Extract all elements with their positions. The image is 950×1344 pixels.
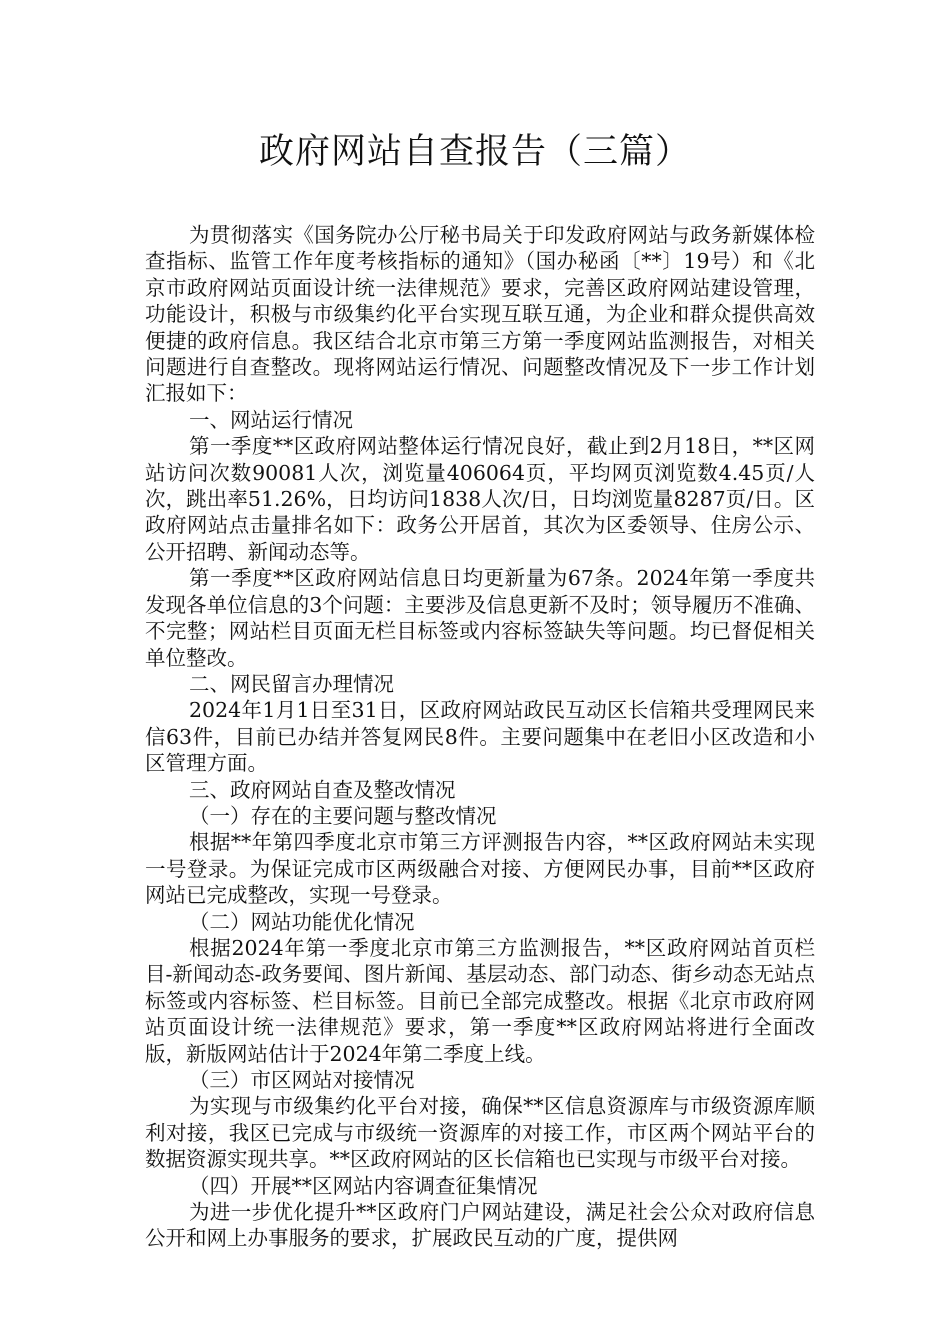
subsection-3-paragraph: 为实现与市级集约化平台对接，确保**区信息资源库与市级资源库顺利对接，我区已完成与市级统一资源库的对接工作，市区两个网站平台的数据资源实现共享。**区政府网站的区长信箱也已实现与市级平台对接。: [145, 1094, 815, 1172]
section-heading-2: 二、网民留言办理情况: [189, 671, 394, 696]
section-1-paragraph-1: 第一季度**区政府网站整体运行情况良好，截止到2月18日，**区网站访问次数90081人次，浏览量406064页，平均网页浏览数4.45页/人次，跳出率51.26%，日均访问1838人次/日，日均浏览量8287页/日。区政府网站点击量排名如下：政务公开居首，其次为区委领导、住房公示、公开招聘、新闻动态等。: [145, 434, 815, 564]
subsection-heading-2: （二）网站功能优化情况: [189, 909, 415, 934]
section-heading-3: 三、政府网站自查及整改情况: [189, 777, 456, 802]
subsection-1-paragraph: 根据**年第四季度北京市第三方评测报告内容，**区政府网站未实现一号登录。为保证完成市区两级融合对接、方便网民办事，目前**区政府网站已完成整改，实现一号登录。: [145, 830, 815, 908]
section-heading-1: 一、网站运行情况: [189, 407, 353, 432]
document-title: 政府网站自查报告（三篇）: [258, 132, 691, 172]
subsection-heading-1: （一）存在的主要问题与整改情况: [189, 803, 497, 828]
section-2-paragraph: 2024年1月1日至31日，区政府网站政民互动区长信箱共受理网民来信63件，目前已办结并答复网民8件。主要问题集中在老旧小区改造和小区管理方面。: [145, 698, 815, 776]
subsection-2-paragraph: 根据2024年第一季度北京市第三方监测报告，**区政府网站首页栏目-新闻动态-政务要闻、图片新闻、基层动态、部门动态、街乡动态无站点标签或内容标签、栏目标签。目前已全部完成整改。根据《北京市政府网站页面设计统一法律规范》要求，第一季度**区政府网站将进行全面改版，新版网站估计于2024年第二季度上线。: [145, 935, 815, 1066]
subsection-heading-4: （四）开展**区网站内容调查征集情况: [189, 1173, 538, 1198]
document-body: [145, 222, 815, 1252]
subsection-4-paragraph: 为进一步优化提升**区政府门户网站建设，满足社会公众对政府信息公开和网上办事服务的要求，扩展政民互动的广度，提供网: [145, 1200, 815, 1251]
section-1-paragraph-2: 第一季度**区政府网站信息日均更新量为67条。2024年第一季度共发现各单位信息的3个问题：主要涉及信息更新不及时；领导履历不准确、不完整；网站栏目页面无栏目标签或内容标签缺失等问题。均已督促相关单位整改。: [145, 566, 815, 670]
intro-paragraph: 为贯彻落实《国务院办公厅秘书局关于印发政府网站与政务新媒体检查指标、监管工作年度考核指标的通知》（国办秘函〔**〕19号）和《北京市政府网站页面设计统一法律规范》要求，完善区政府网站建设管理，功能设计，积极与市级集约化平台实现互联互通，为企业和群众提供高效便捷的政府信息。我区结合北京市第三方第一季度网站监测报告，对相关问题进行自查整改。现将网站运行情况、问题整改情况及下一步工作计划汇报如下：: [145, 223, 815, 406]
subsection-heading-3: （三）市区网站对接情况: [189, 1068, 415, 1092]
